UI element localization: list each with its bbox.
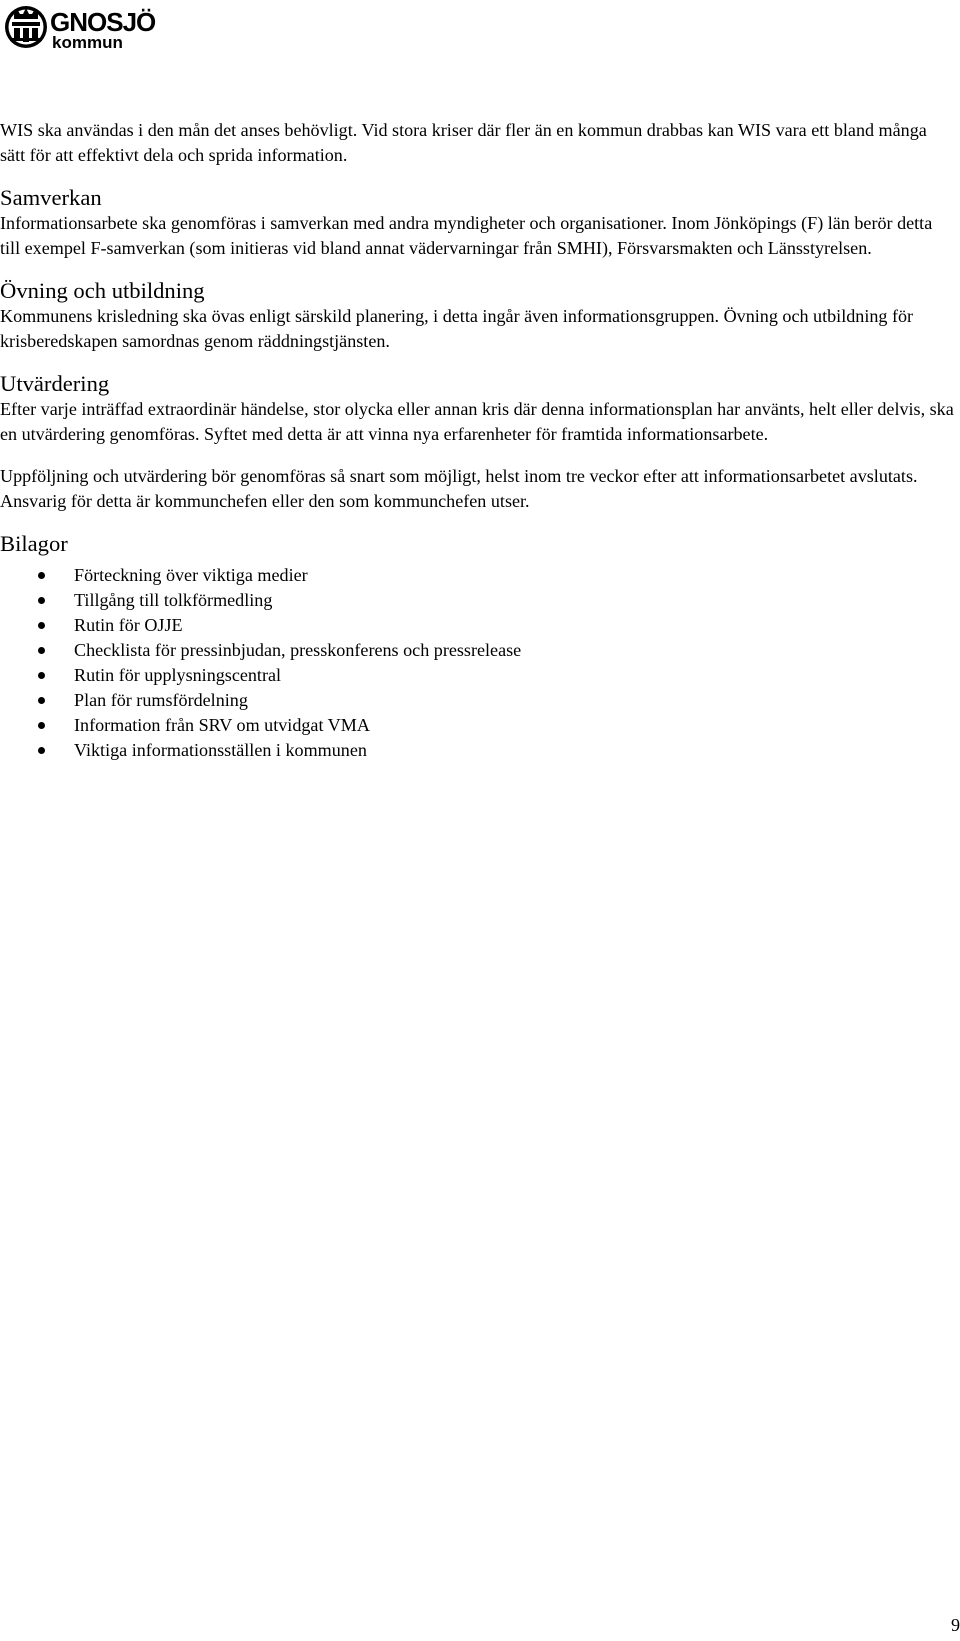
samverkan-heading: Samverkan <box>0 185 102 210</box>
bullet-icon <box>38 622 45 629</box>
samverkan-paragraph: Informationsarbete ska genomföras i samverkan med andra myndigheter och organisationer. Inom Jönköpings (F) län berör detta till exempel F-samverkan (som initieras vid bland annat vädervarningar från SMHI), Försvarsmakten och Länsstyrelsen. <box>0 213 933 258</box>
bilagor-list <box>0 563 956 763</box>
gnosjo-kommun-logo <box>4 2 178 52</box>
gnosjo-logo-graphic <box>4 2 178 52</box>
bilagor-item-label: Rutin för upplysningscentral <box>74 665 282 685</box>
bullet-icon <box>38 647 45 654</box>
bilagor-item-label: Tillgång till tolkförmedling <box>74 590 273 610</box>
bullet-icon <box>38 697 45 704</box>
bullet-icon <box>38 672 45 679</box>
intro-paragraph: WIS ska användas i den mån det anses behövligt. Vid stora kriser där fler än en kommun drabbas kan WIS vara ett bland många sätt för att effektivt dela och sprida information. <box>0 120 927 165</box>
bilagor-item-label: Checklista för pressinbjudan, presskonferens och pressrelease <box>74 640 522 660</box>
utvardering-paragraph-1: Efter varje inträffad extraordinär händelse, stor olycka eller annan kris där denna informationsplan har använts, helt eller delvis, ska en utvärdering genomföras. Syftet med detta är att vinna nya erfarenheter för framtida informationsarbete. <box>0 399 954 444</box>
ovning-paragraph: Kommunens krisledning ska övas enligt särskild planering, i detta ingår även informationsgruppen. Övning och utbildning för krisberedskapen samordnas genom räddningstjänsten. <box>0 306 914 351</box>
bilagor-list-item <box>0 563 956 588</box>
bilagor-list-item <box>0 638 956 663</box>
bilagor-list-item <box>0 663 956 688</box>
ovning-heading: Övning och utbildning <box>0 278 205 303</box>
bullet-icon <box>38 722 45 729</box>
bullet-icon <box>38 597 45 604</box>
utvardering-heading: Utvärdering <box>0 371 110 396</box>
bullet-icon <box>38 572 45 579</box>
bilagor-list-item <box>0 688 956 713</box>
bilagor-list-item <box>0 713 956 738</box>
bilagor-list-item <box>0 738 956 763</box>
document-body <box>0 118 956 763</box>
utvardering-paragraph-2: Uppföljning och utvärdering bör genomföras så snart som möjligt, helst inom tre veckor efter att informationsarbetet avslutats. Ansvarig för detta är kommunchefen eller den som kommunchefen utser. <box>0 466 918 511</box>
svg-text:kommun: kommun <box>52 33 123 52</box>
bilagor-list-item <box>0 613 956 638</box>
bilagor-heading: Bilagor <box>0 531 68 556</box>
bullet-icon <box>38 747 45 754</box>
bilagor-item-label: Rutin för OJJE <box>74 615 183 635</box>
bilagor-list-item <box>0 588 956 613</box>
svg-text:GNOSJÖ: GNOSJÖ <box>50 7 156 37</box>
bilagor-item-label: Plan för rumsfördelning <box>74 690 248 710</box>
bilagor-item-label: Förteckning över viktiga medier <box>74 565 308 585</box>
bilagor-item-label: Viktiga informationsställen i kommunen <box>74 740 367 760</box>
page-number: 9 <box>950 1615 960 1635</box>
bilagor-item-label: Information från SRV om utvidgat VMA <box>74 715 370 735</box>
